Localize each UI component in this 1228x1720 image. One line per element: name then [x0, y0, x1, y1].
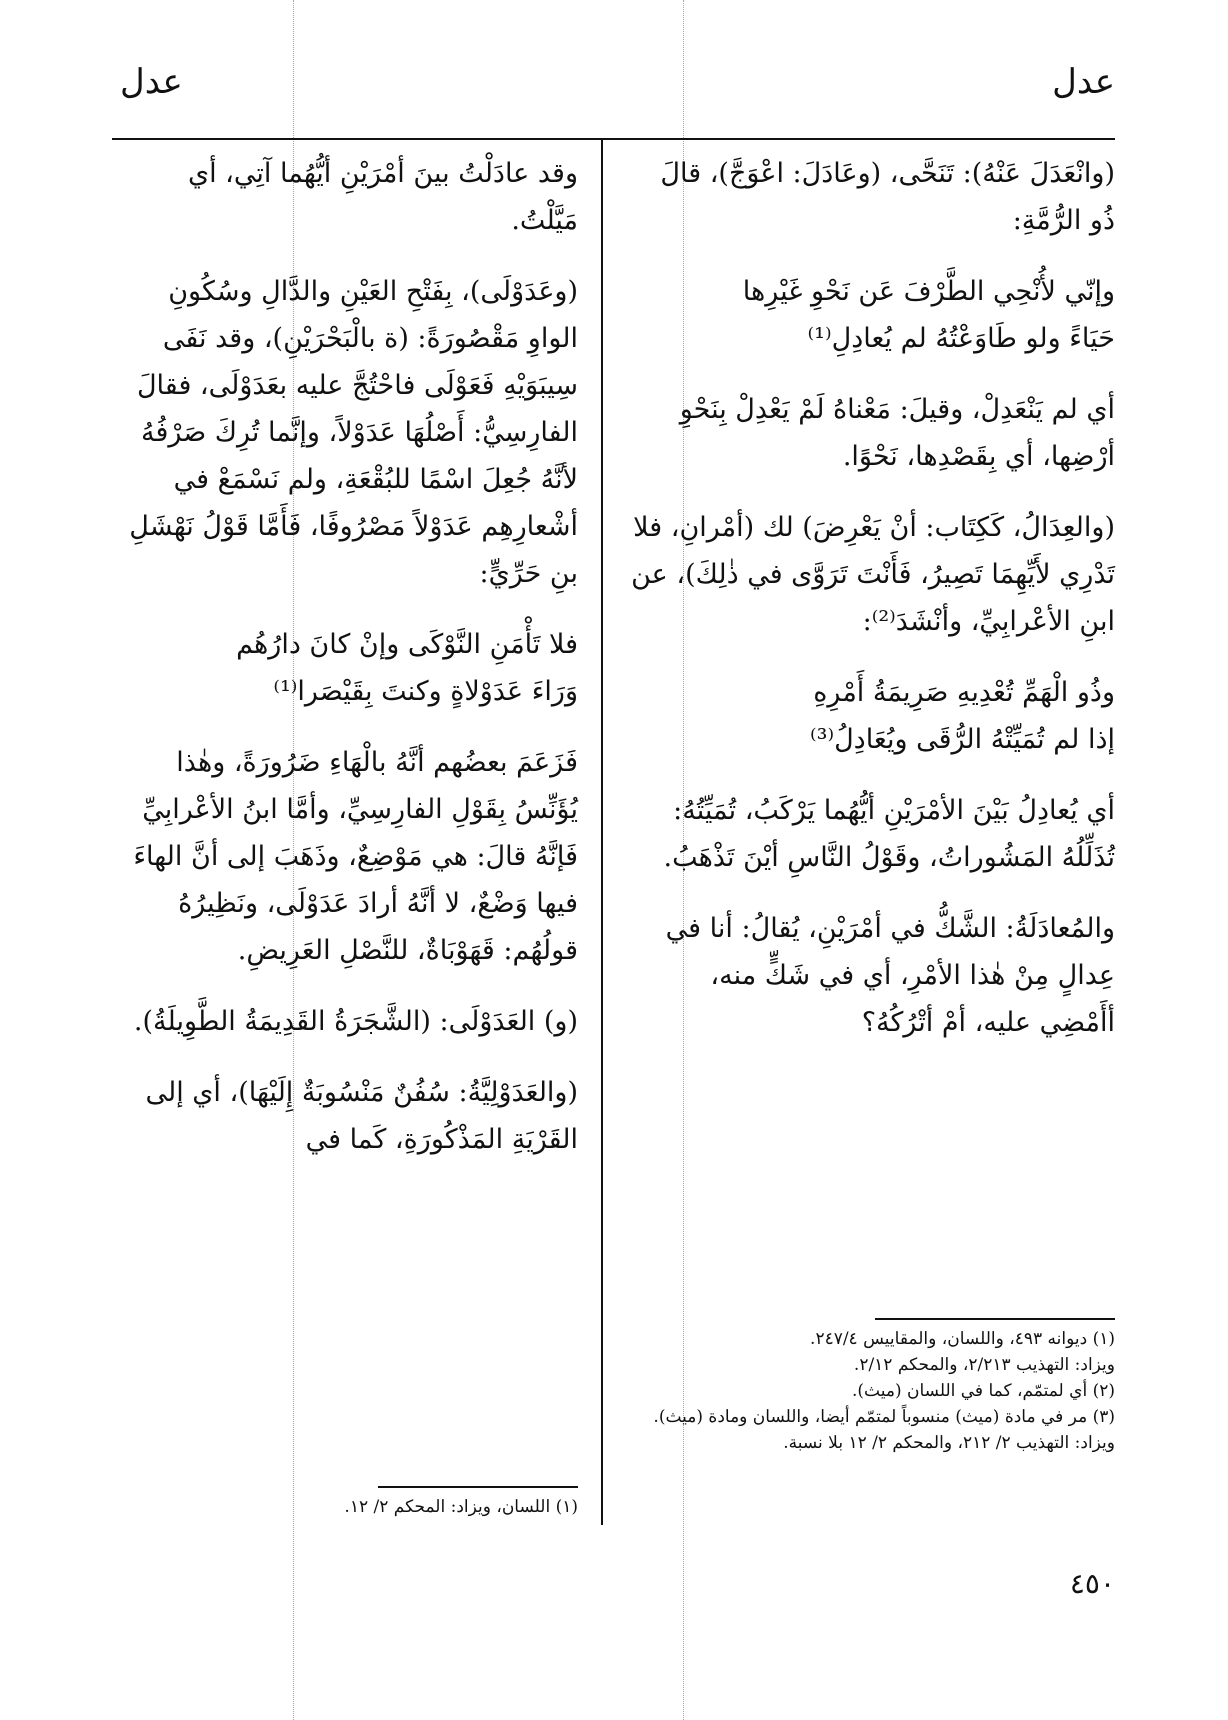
footnote: (٢) أي لمتمّم، كما في اللسان (ميث). — [852, 1381, 1115, 1401]
column-divider — [601, 140, 603, 1525]
verse-quote: وذُو الْهَمِّ تُعْدِيهِ صَرِيمَةُ أَمْرِهِ إذا لم تُمَيِّتْهُ الرُّقَى ويُعَادِلُ⁽³⁾ — [809, 677, 1115, 755]
entry-paragraph: أي يُعادِلُ بَيْنَ الأمْرَيْنِ أيُّهُما يَرْكَبُ، تُمَيِّتُهُ: تُذَلِّلُهُ المَشُوراتُ، وقَوْلُ النَّاسِ أيْنَ تَذْهَبُ. — [663, 795, 1115, 873]
footnote-rule-left — [378, 1486, 578, 1488]
footnote: (٣) مر في مادة (ميث) منسوباً لمتمّم أيضا، واللسان ومادة (ميث). ويزاد: التهذيب ٢/ ٢١٢، والمحكم ٢/ ١٢ بلا نسبة. — [653, 1407, 1115, 1453]
footnote-rule-right — [875, 1318, 1115, 1320]
verse-quote: فلا تَأْمَنِ النَّوْكَى وإنْ كانَ دارُهُم وَرَاءَ عَدَوْلاةٍ وكنتَ بِقَيْصَرا⁽¹⁾ — [236, 629, 578, 707]
entry-paragraph: (وعَدَوْلَى)، بِفَتْحِ العَيْنِ والدَّالِ وسُكُونِ الواوِ مَقْصُورَةً: (ة بالْبَحْرَيْنِ)، وقد نَفَى سِيبَوَيْهِ فَعَوْلَى فاحْتُجَّ عليه بعَدَوْلَى، فقالَ الفارِسِيُّ: أَصْلُهَا عَدَوْلاً، وإنَّما تُرِكَ صَرْفُهُ لأنَّهُ جُعِلَ اسْمًا للبُقْعَةِ، ولم نَسْمَعْ في أشْعارِهِم عَدَوْلاً مَصْرُوفًا، فَأَمَّا قَوْلُ نَهْشَلِ بنِ حَرِّيٍّ: — [129, 276, 578, 589]
left-column — [120, 150, 578, 1187]
footnotes-right — [630, 1326, 1115, 1456]
header-root-word-right: عدل — [1052, 62, 1115, 102]
entry-paragraph: (والعَدَوْلِيَّةُ: سُفُنٌ مَنْسُوبَةٌ إِلَيْهَا)، أي إلى القَرْيَةِ المَذْكُورَةِ، كَما في — [145, 1077, 578, 1155]
entry-paragraph: وقد عادَلْتُ بينَ أمْرَيْنِ أيُّهُما آتِي، أي مَيَّلْتُ. — [187, 158, 578, 236]
entry-paragraph: فَزَعَمَ بعضُهم أنَّهُ بالْهَاءِ ضَرُورَةً، وهٰذا يُؤَنِّسُ بِقَوْلِ الفارِسِيِّ، وأمَّا ابنُ الأعْرابِيِّ فَإنَّهُ قالَ: هي مَوْضِعٌ، وذَهَبَ إلى أنَّ الهاءَ فيها وَضْعٌ، لا أنَّهُ أرادَ عَدَوْلَى، ونَظِيرُهُ قولُهُم: قَهَوْبَاةٌ، للنَّصْلِ العَرِيضِ. — [133, 747, 578, 966]
right-column — [630, 150, 1115, 1070]
footnote: (١) اللسان، ويزاد: المحكم ٢/ ١٢. — [344, 1497, 578, 1517]
page-number: ٤٥٠ — [1069, 1567, 1115, 1600]
entry-paragraph: أي لم يَنْعَدِلْ، وقيلَ: مَعْناهُ لَمْ يَعْدِلْ بِنَحْوِ أرْضِها، أي بِقَصْدِها، نَحْوًا. — [679, 394, 1115, 472]
footnotes-left — [120, 1494, 578, 1520]
header-rule — [112, 138, 1115, 140]
entry-paragraph: والمُعادَلَةُ: الشَّكُّ في أمْرَيْنِ، يُقالُ: أنا في عِدالٍ مِنْ هٰذا الأمْرِ، أي في شَكٍّ منه، أأَمْضِي عليه، أمْ أتْرُكُهُ؟ — [665, 913, 1115, 1038]
footnote: (١) ديوانه ٤٩٣، واللسان، والمقاييس ٢٤٧/٤. ويزاد: التهذيب ٢/٢١٣، والمحكم ٢/١٢. — [810, 1329, 1115, 1375]
entry-paragraph: (وانْعَدَلَ عَنْهُ): تَنَحَّى، (وعَادَلَ: اعْوَجَّ)، قالَ ذُو الرُّمَّةِ: — [660, 158, 1115, 236]
entry-paragraph: (و) العَدَوْلَى: (الشَّجَرَةُ القَدِيمَةُ الطَّوِيلَةُ). — [133, 1006, 578, 1037]
verse-quote: وإنّي لأُنْحِي الطَّرْفَ عَن نَحْوِ غَيْرِها حَيَاءً ولو طَاوَعْتُهُ لم يُعادِلِ⁽¹⁾ — [742, 276, 1115, 354]
header-root-word-left: عدل — [120, 62, 183, 102]
entry-paragraph: (والعِدَالُ، كَكِتَاب: أنْ يَعْرِضَ) لك (أمْرانِ، فلا تَدْرِي لأَيِّهِمَا تَصِيرُ، فَأَنْتَ تَرَوَّى في ذٰلِكَ)، عن ابنِ الأعْرابِيِّ، وأنْشَدَ⁽²⁾: — [631, 512, 1115, 637]
